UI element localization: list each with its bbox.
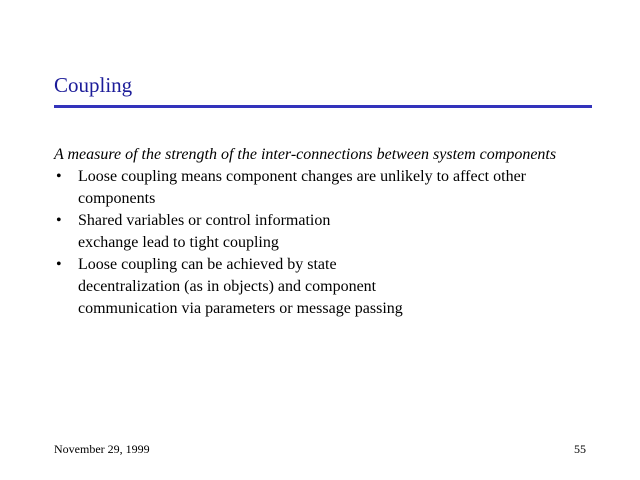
bullet-text: Loose coupling can be achieved by state decentralization (as in objects) and component communication via parameters or message passing <box>78 256 403 317</box>
footer-date: November 29, 1999 <box>54 442 150 456</box>
bullet-list <box>54 166 594 320</box>
bullet-text: Loose coupling means component changes are unlikely to affect other components <box>78 168 526 207</box>
intro-definition: A measure of the strength of the inter-connections between system components <box>54 146 557 163</box>
title-divider <box>54 105 592 108</box>
bullet-item <box>54 166 598 210</box>
bullet-text: Shared variables or control information exchange lead to tight coupling <box>78 212 331 251</box>
page-number: 55 <box>574 442 586 456</box>
slide-title: Coupling <box>54 73 133 97</box>
bullet-icon: • <box>56 168 62 185</box>
bullet-item <box>54 210 368 254</box>
bullet-icon: • <box>56 256 62 273</box>
bullet-item <box>54 254 438 320</box>
bullet-icon: • <box>56 212 62 229</box>
slide-body <box>54 144 594 320</box>
